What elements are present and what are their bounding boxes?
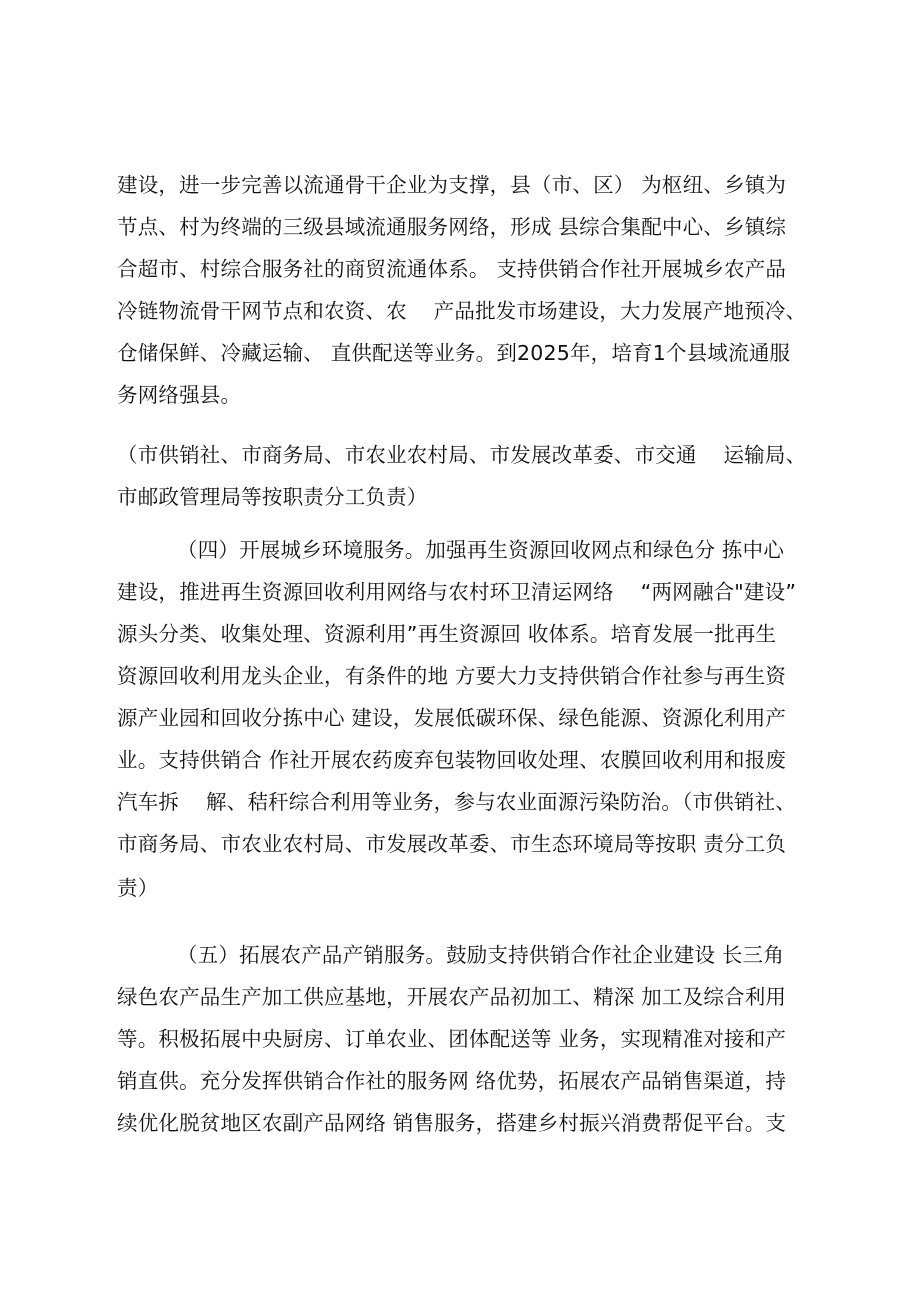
section-heading-4: （四）开展城乡环境服务。加强再生资源回收网点和绿色分 拣中心 — [177, 538, 785, 562]
text-line: 续优化脱贫地区农副产品网络 销售服务，搭建乡村振兴消费帮促平台。支 — [117, 1111, 787, 1135]
text-line: 建设，推进再生资源回收利用网络与农村环卫清运网络 “两网融合"建设” — [117, 580, 797, 604]
text-line: 等。积极拓展中央厨房、订单农业、团体配送等 业务，实现精准对接和产 — [117, 1027, 787, 1051]
text-line: 责） — [117, 876, 159, 900]
text-line: 市商务局、市农业农村局、市发展改革委、市生态环境局等按职 责分工负 — [117, 832, 787, 856]
responsibility-note: （市供销社、市商务局、市农业农村局、市发展改革委、市交通 运输局、 — [117, 443, 807, 467]
text-line: 仓储保鲜、冷藏运输、 直供配送等业务。到2025年，培育1个县域流通服 — [117, 341, 791, 365]
text-line: 务网络强县。 — [117, 383, 242, 407]
text-line: 源产业园和回收分拣中心 建设，发展低碳环保、绿色能源、资源化利用产 — [117, 706, 787, 730]
text-line: 绿色农产品生产加工供应基地，开展农产品初加工、精深 加工及综合利用 — [117, 985, 787, 1009]
text-line: 业。支持供销合 作社开展农药废弃包装物回收处理、农膜回收利用和报废 — [117, 748, 787, 772]
text-line: 合超市、村综合服务社的商贸流通体系。 支持供销合作社开展城乡农产品 — [117, 257, 787, 281]
text-line: 节点、村为终端的三级县域流通服务网络，形成 县综合集配中心、乡镇综 — [117, 215, 787, 239]
text-line: 冷链物流骨干网节点和农资、农 产品批发市场建设，大力发展产地预冷、 — [117, 299, 807, 323]
text-line: 源头分类、收集处理、资源利用”再生资源回 收体系。培育发展一批再生 — [117, 622, 777, 646]
responsibility-note: 市邮政管理局等按职责分工负责） — [117, 485, 428, 509]
text-line: 汽车拆 解、秸秆综合利用等业务，参与农业面源污染防治。（市供销社、 — [117, 790, 797, 814]
text-line: 建设，进一步完善以流通骨干企业为支撑，县（市、区） 为枢纽、乡镇为 — [117, 173, 787, 197]
text-line: 资源回收利用龙头企业，有条件的地 方要大力支持供销合作社参与再生资 — [117, 664, 787, 688]
section-heading-5: （五）拓展农产品产销服务。鼓励支持供销合作社企业建设 长三角 — [177, 943, 785, 967]
text-line: 销直供。充分发挥供销合作社的服务网 络优势，拓展农产品销售渠道，持 — [117, 1069, 787, 1093]
